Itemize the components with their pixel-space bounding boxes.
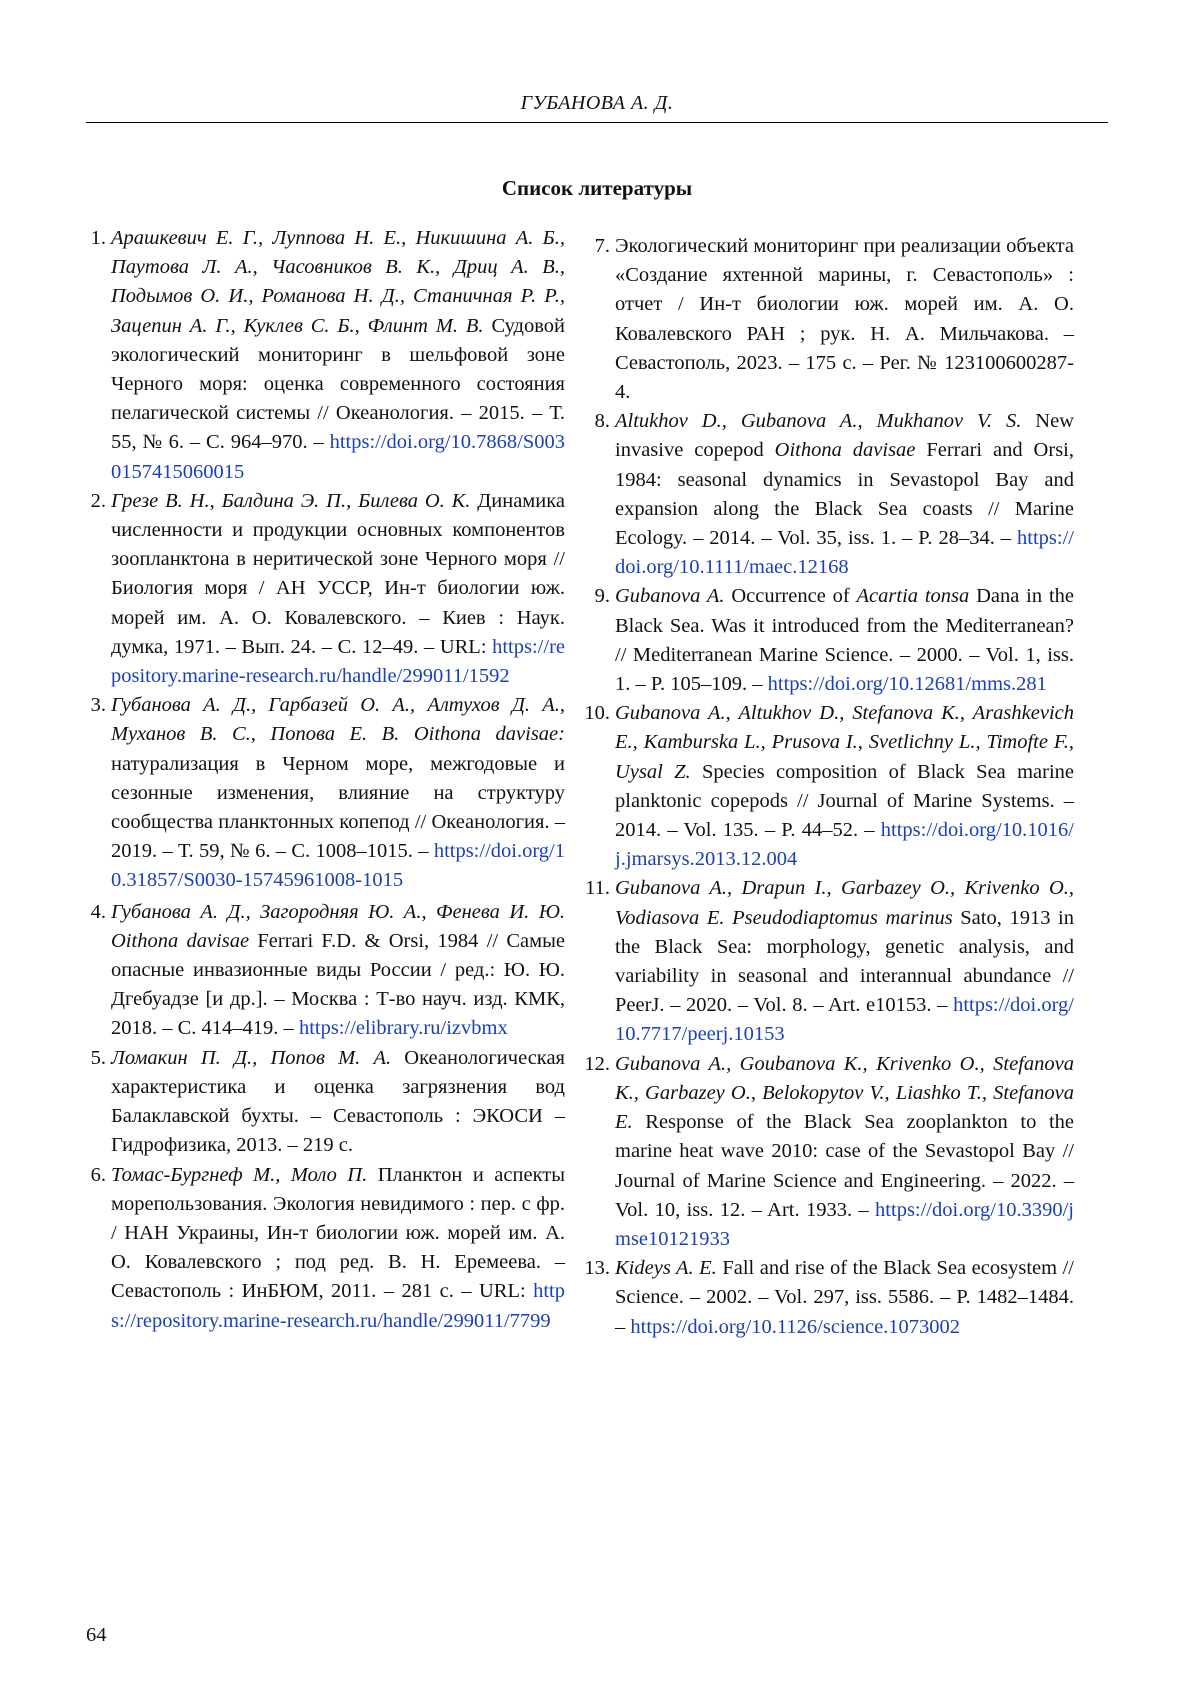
reference-link[interactable]: https://repository.marine-research.ru/handle/299011/1592 <box>111 635 565 688</box>
reference-item <box>582 699 1074 874</box>
reference-species: Oithona davisae <box>111 929 250 952</box>
reference-item <box>78 487 565 691</box>
section-title: Список литературы <box>501 176 693 200</box>
reference-text: Планктон и аспекты морепользования. Экология невидимого : пер. с фр. / НАН Украины, Ин-т биологии юж. морей им. А. О. Ковалевского ; под ред. В. Н. Еремеева. – Севастополь : ИнБЮМ, 2011. – 281 с. – URL: <box>111 1163 565 1303</box>
reference-text: Sato, 1913 in the Black Sea: morphology, genetic analysis, and variability in seasonal and interannual abundance // PeerJ. – 2020. – Vol. 8. – Art. e10153. – <box>615 906 1074 1017</box>
reference-authors: Арашкевич Е. Г., Луппова Н. Е., Никишина А. Б., Паутова Л. А., Часовников В. К., Дриц А. В., Подымов О. И., Романова Н. Д., Станичная Р. Р., Зацепин А. Г., Куклев С. Б., Флинт М. В. <box>111 227 565 337</box>
reference-text: Dana in the Black Sea. Was it introduced from the Mediterranean? // Mediterranean Marine Science. – 2000. – Vol. 1, iss. 1. – P. 105–109. – <box>615 585 1075 696</box>
reference-link[interactable]: https://doi.org/10.1126/science.1073002 <box>630 1315 961 1338</box>
reference-authors: Томас-Бургнеф М., Моло П. <box>111 1163 368 1186</box>
reference-number: 11. <box>585 877 610 900</box>
reference-text: Occurrence of <box>724 585 857 608</box>
reference-link[interactable]: https://doi.org/10.1111/maec.12168 <box>615 527 1074 579</box>
reference-text: Response of the Black Sea zooplankton to the marine heat wave 2010: case of the Sevastopol Bay // Journal of Marine Science and Engineering. – 2022. – Vol. 10, iss. 12. – Art. 1933. – <box>615 1111 1074 1221</box>
reference-text: Species composition of Black Sea marine planktonic copepods // Journal of Marine Systems. – 2014. – Vol. 135. – P. 44–52. – <box>615 760 1075 842</box>
reference-link[interactable]: https://doi.org/10.12681/mms.281 <box>767 673 1047 696</box>
reference-number: 6. <box>90 1163 106 1186</box>
reference-number: 13. <box>584 1257 610 1280</box>
reference-number: 9. <box>594 585 610 608</box>
reference-authors: Губанова А. Д., Гарбазей О. А., Алтухов Д. А., Муханов В. С., Попова Е. В. <box>111 694 565 746</box>
reference-item <box>78 691 565 895</box>
reference-link[interactable]: https://doi.org/10.31857/S0030-15745961008-1015 <box>111 840 565 892</box>
reference-item <box>582 232 1074 407</box>
reference-number: 7. <box>594 235 610 257</box>
reference-species: Oithona davisae <box>774 439 916 462</box>
reference-link[interactable]: https://doi.org/10.7868/S0030157415060015 <box>111 431 565 483</box>
reference-text: Fall and rise of the Black Sea ecosystem // Science. – 2002. – Vol. 297, iss. 5586. – P. 1482–1484. – <box>615 1257 1075 1338</box>
reference-text: Экологический мониторинг при реализации объекта «Создание яхтенной марины, г. Севастополь» : отчет / Ин-т биологии юж. морей им. А. О. Ковалевского РАН ; рук. Н. А. Мильчакова. – Севастополь, 2023. – 175 с. – Рег. № 123100600287-4. <box>615 235 1074 404</box>
reference-number: 1. <box>90 227 106 249</box>
reference-link[interactable]: https://doi.org/10.7717/peerj.10153 <box>615 994 1074 1046</box>
reference-number: 10. <box>584 702 610 725</box>
reference-item <box>78 224 565 487</box>
reference-item <box>582 1050 1074 1254</box>
reference-species: Oithona davisae: <box>399 723 565 746</box>
reference-species: Acartia tonsa <box>856 585 970 608</box>
reference-item <box>582 874 1074 1049</box>
reference-authors: Грезе В. Н., Балдина Э. П., Билева О. К. <box>111 489 471 512</box>
reference-number: 5. <box>90 1046 106 1069</box>
reference-text: Ferrari and Orsi, 1984: seasonal dynamics in Sevastopol Bay and expansion along the Black Sea coasts // Marine Ecology. – 2014. – Vol. 35, iss. 1. – P. 28–34. – <box>615 439 1074 550</box>
reference-item <box>582 1254 1074 1342</box>
reference-authors: Altukhov D., Gubanova A., Mukhanov V. S. <box>615 410 1022 433</box>
reference-item <box>582 407 1074 582</box>
reference-item <box>78 1044 565 1161</box>
reference-authors: Gubanova A. <box>615 585 725 608</box>
page-number: 64 <box>86 1624 107 1646</box>
reference-link[interactable]: https://repository.marine-research.ru/handle/299011/7799 <box>111 1280 565 1332</box>
reference-text: Судовой экологический мониторинг в шельфовой зоне Черного моря: оценка современного состояния пелагической системы // Океанология. – 2015. – Т. 55, № 6. – С. 964–970. – <box>111 314 565 454</box>
reference-link[interactable]: https://elibrary.ru/izvbmx <box>298 1017 508 1040</box>
reference-item <box>78 1161 565 1336</box>
reference-item <box>582 582 1074 699</box>
reference-authors: Gubanova A., Altukhov D., Stefanova K., Arashkevich E., Kamburska L., Prusova I., Svetlichny L., Timofte F., Uysal Z. <box>615 702 1074 783</box>
reference-item <box>78 898 565 1044</box>
reference-link[interactable]: https://doi.org/10.1016/j.jmarsys.2013.12.004 <box>615 819 1074 871</box>
reference-text: Океанологическая характеристика и оценка загрязнения вод Балаклавской бухты. – Севастополь : ЭКОСИ – Гидрофизика, 2013. – 219 с. <box>111 1046 565 1157</box>
reference-text: New invasive copepod <box>615 410 1075 462</box>
reference-authors: Губанова А. Д., Загородняя Ю. А., Фенева И. Ю. <box>111 900 565 923</box>
running-head: ГУБАНОВА А. Д. <box>520 92 674 114</box>
left-column <box>78 224 565 1336</box>
reference-authors: Kideys A. E. <box>615 1257 717 1280</box>
reference-number: 12. <box>584 1052 610 1075</box>
reference-number: 2. <box>90 489 106 512</box>
reference-number: 8. <box>594 410 610 433</box>
reference-text: натурализация в Черном море, межгодовые и сезонные изменения, влияние на структуру сообщества планктонных копепод // Океанология. – 2019. – Т. 59, № 6. – С. 1008–1015. – <box>111 752 565 863</box>
reference-link[interactable]: https://doi.org/10.3390/jmse10121933 <box>615 1198 1074 1250</box>
reference-authors: Ломакин П. Д., Попов М. А. <box>111 1046 392 1069</box>
reference-number: 4. <box>90 900 106 923</box>
reference-text: Динамика численности и продукции основных компонентов зоопланктона в неритической зоне Черного моря // Биология моря / АН УССР, Ин-т биологии юж. морей им. А. О. Ковалевского. – Киев : Наук. думка, 1971. – Вып. 24. – С. 12–49. – URL: <box>111 489 565 658</box>
reference-number: 3. <box>90 694 106 717</box>
right-column <box>582 232 1074 1342</box>
reference-species: Pseudodiaptomus marinus <box>724 906 953 929</box>
reference-text: Ferrari F.D. & Orsi, 1984 // Самые опасные инвазионные виды России / ред.: Ю. Ю. Дгебуадзе [и др.]. – Москва : Т-во науч. изд. КМК, 2018. – С. 414–419. – <box>111 929 565 1040</box>
header-rule <box>86 122 1108 123</box>
reference-authors: Gubanova A., Goubanova K., Krivenko O., Stefanova K., Garbazey O., Belokopytov V., Liashko T., Stefanova E. <box>615 1052 1074 1134</box>
reference-authors: Gubanova A., Drapun I., Garbazey O., Krivenko O., Vodiasova E. <box>615 877 1074 929</box>
